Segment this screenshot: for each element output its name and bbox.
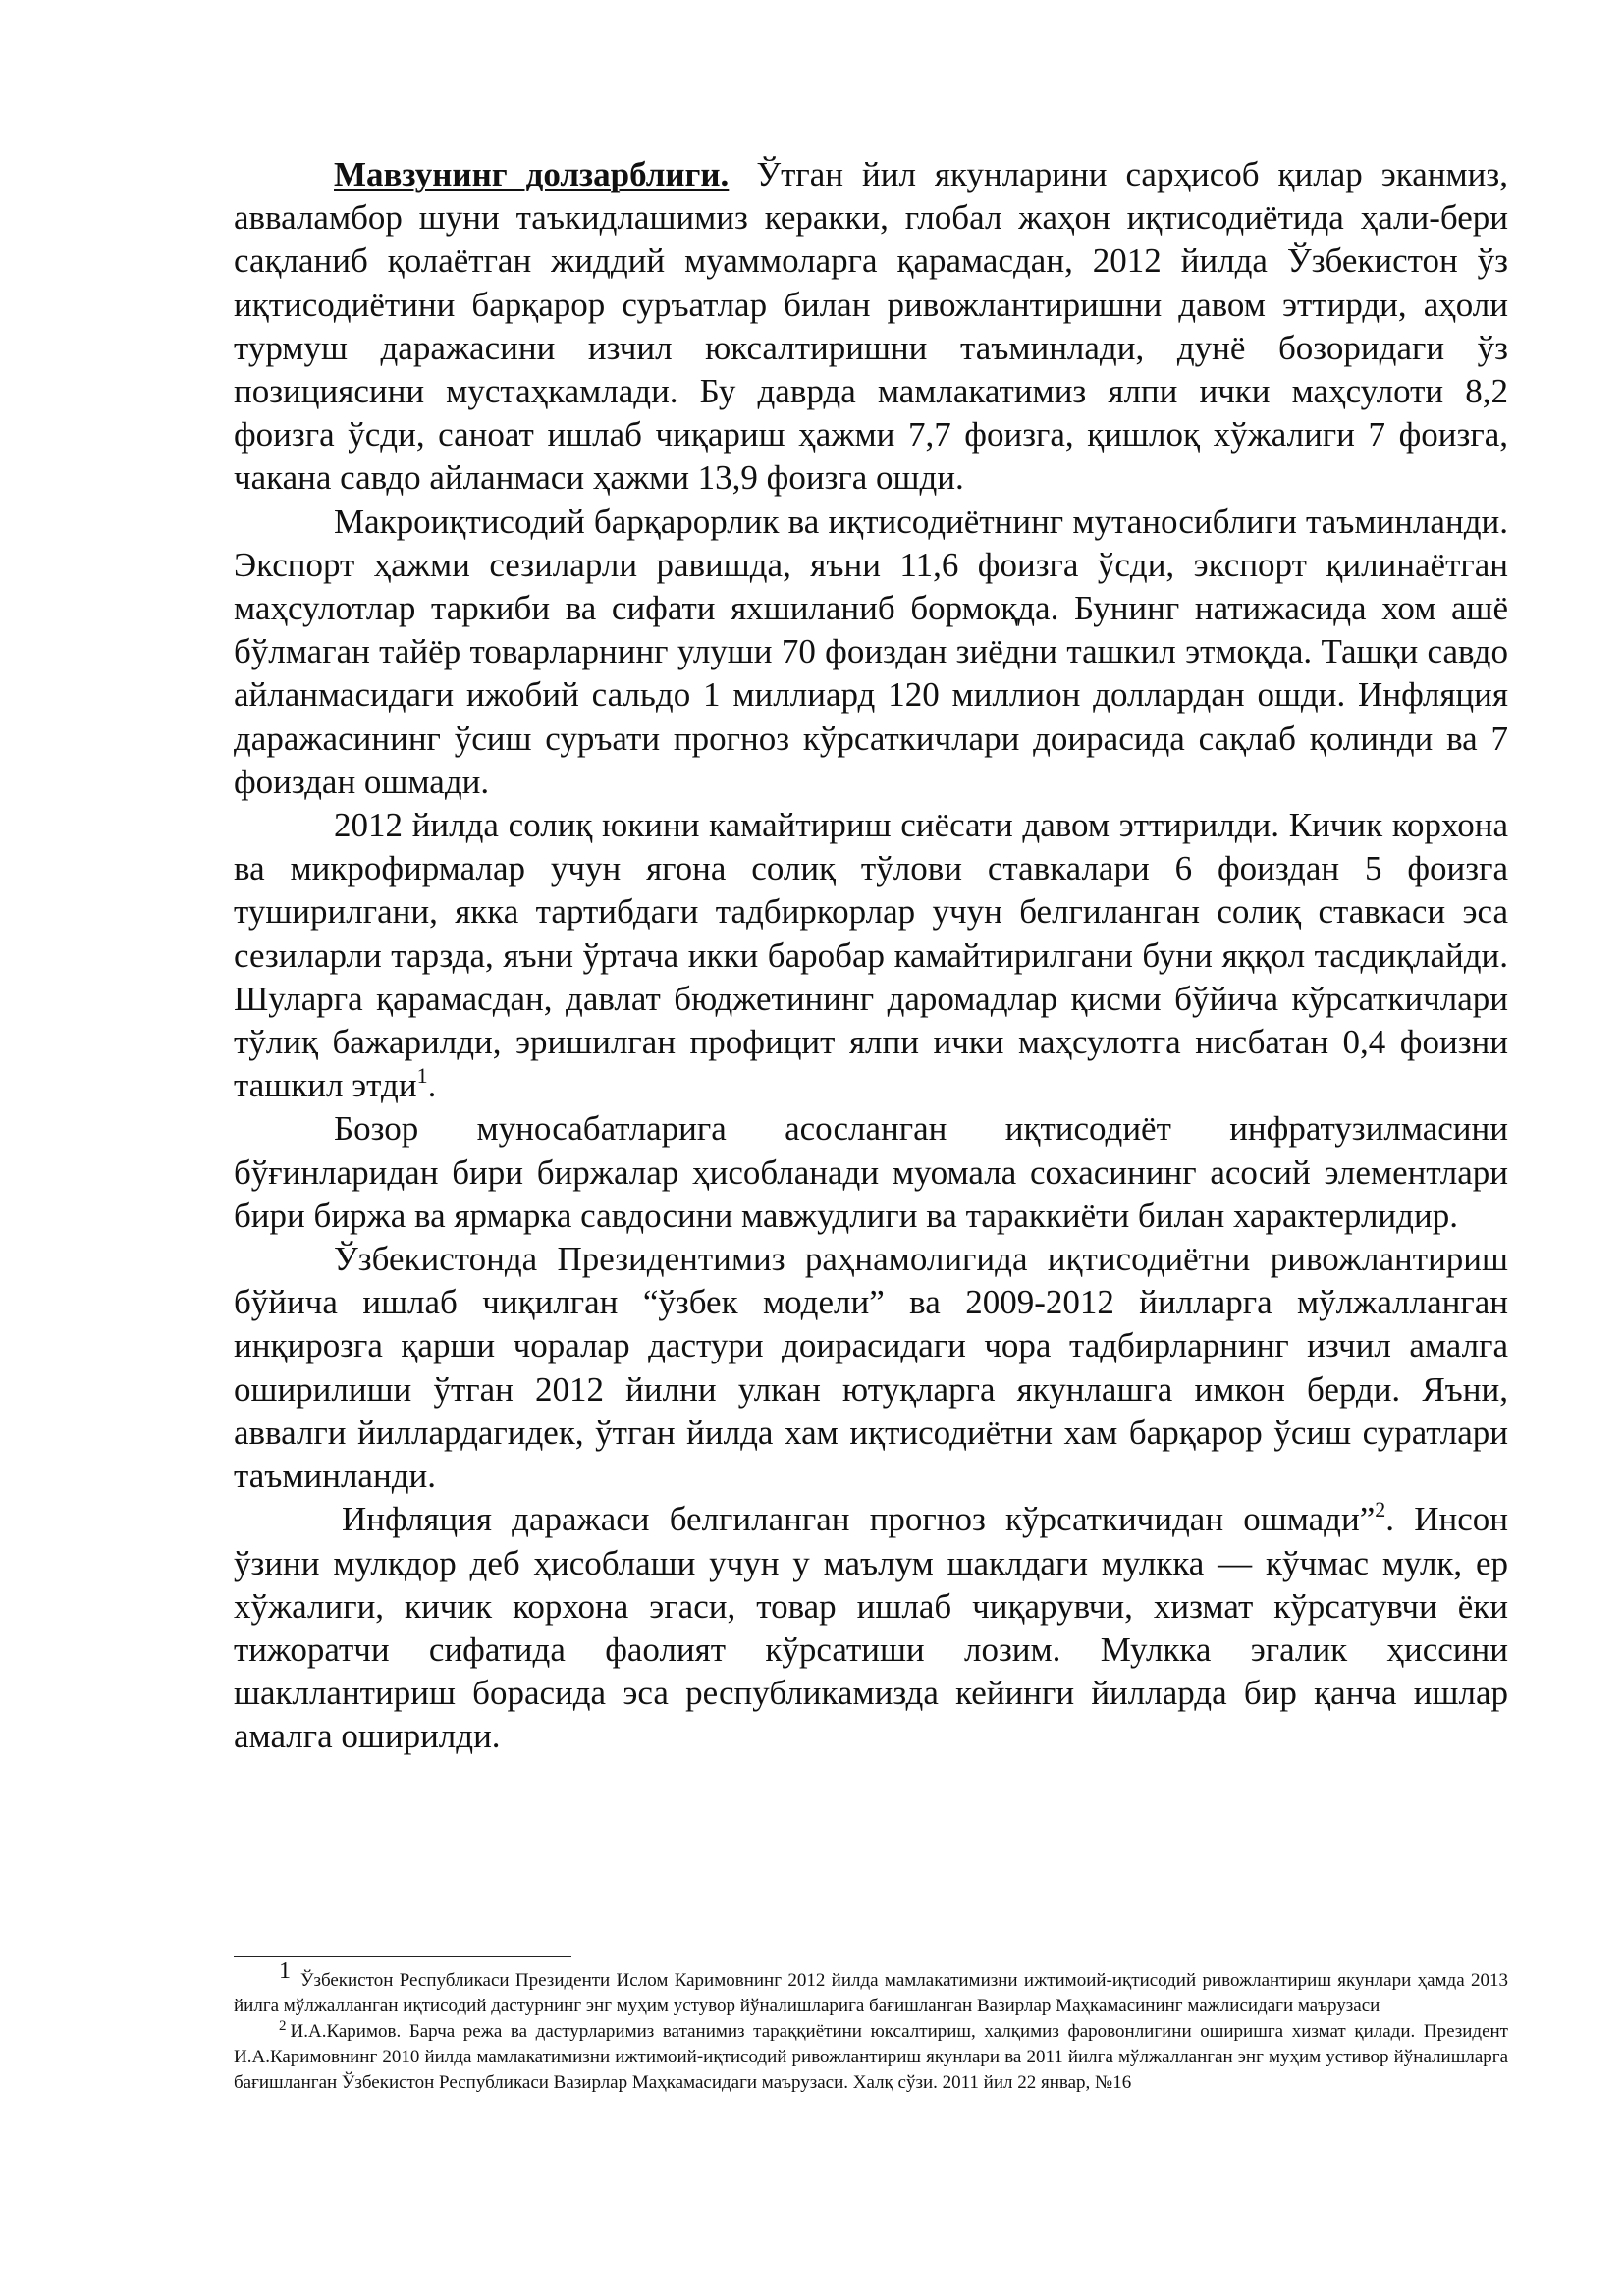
paragraph-2 bbox=[234, 501, 1508, 804]
paragraph-3-text: 2012 йилда солиқ юкини камайтириш сиёсати давом эттирилди. Кичик корхона ва микрофирмалар учун ягона солиқ тўлови ставкалари 6 фоиздан 5 фоизга туширилгани, якка тартибдаги тадбиркорлар учун белгиланган солиқ ставкаси эса сезиларли тарзда, яъни ўртача икки баробар камайтирилгани буни яққол тасдиқлайди. Шуларга қарамасдан, давлат бюджетининг даромадлар қисми бўйича кўрсаткичлари тўлиқ бажарилди, эришилган профицит ялпи ички маҳсулотга нисбатан 0,4 фоизни ташкил этди bbox=[234, 806, 1508, 1105]
section-heading: Мавзунинг долзарблиги. bbox=[334, 155, 730, 193]
paragraph-3-tail: . bbox=[427, 1066, 437, 1105]
paragraph-6 bbox=[234, 1498, 1508, 1758]
document-body bbox=[234, 153, 1508, 1759]
paragraph-5-text: Ўзбекистонда Президентимиз раҳнамолигида иқтисодиётни ривожлантириш бўйича ишлаб чиқилган “ўзбек модели” ва 2009-2012 йилларга мўлжалланган инқирозга қарши чоралар дастури доирасидаги чора тадбирларнинг изчил амалга оширилиши ўтган 2012 йилни улкан ютуқларга якунлашга имкон берди. Яъни, аввалги йиллардагидек, ўтган йилда хам иқтисодиётни хам барқарор ўсиш суратлари таъминланди. bbox=[234, 1240, 1508, 1496]
footnote-2-mark: 2 bbox=[279, 2018, 287, 2034]
footnote-ref-1[interactable]: 1 bbox=[416, 1063, 428, 1089]
paragraph-1 bbox=[234, 153, 1508, 501]
footnotes bbox=[234, 1958, 1508, 2096]
paragraph-6-tail: . Инсон ўзини мулкдор деб ҳисоблаши учун у маълум шаклдаги мулкка — кўчмас мулк, ер хўжалиги, кичик корхона эгаси, товар ишлаб чиқарувчи, хизмат кўрсатувчи ёки тижоратчи сифатида фаолият кўрсатиши лозим. Мулкка эгалик ҳиссини шакллантириш борасида эса республикамизда кейинги йилларда бир қанча ишлар амалга оширилди. bbox=[234, 1500, 1508, 1756]
footnote-2-text: И.А.Каримов. Барча режа ва дастурларимиз ватанимиз тараққиётини юксалтириш, халқимиз фаровонлигини оширишга хизмат қилади. Президент И.А.Каримовнинг 2010 йилда мамлакатимизни ижтимоий-иқтисодий ривожлантириш якунлари ва 2011 йилга мўлжалланган энг муҳим устивор йўналишларга бағишланган Ўзбекистон Республикаси Вазирлар Маҳкамасидаги маърузаси. Халқ сўзи. 2011 йил 22 январ, №16 bbox=[234, 2021, 1508, 2093]
footnote-separator bbox=[234, 1956, 571, 1957]
footnote-1 bbox=[234, 1958, 1508, 2019]
footnote-1-mark: 1 bbox=[279, 1958, 291, 1984]
footnote-1-text: Ўзбекистон Республикаси Президенти Ислом Каримовнинг 2012 йилда мамлакатимизни ижтимоий-иқтисодий ривожлантириш якунлари ҳамда 2013 йилга мўлжалланган иқтисодий дастурнинг энг муҳим устувор йўналишларига бағишланган Вазирлар Маҳкамасининг мажлисидаги маърузаси bbox=[234, 1970, 1508, 2016]
paragraph-2-text: Макроиқтисодий барқарорлик ва иқтисодиётнинг мутаносиблиги таъминланди. Экспорт ҳажми сезиларли равишда, яъни 11,6 фоизга ўсди, экспорт қилинаётган маҳсулотлар таркиби ва сифати яхшиланиб бормоқда. Бунинг натижасида хом ашё бўлмаган тайёр товарларнинг улуши 70 фоиздан зиёдни ташкил этмоқда. Ташқи савдо айланмасидаги ижобий сальдо 1 миллиард 120 миллион доллардан ошди. Инфляция даражасининг ўсиш суръати прогноз кўрсаткичлари доирасида сақлаб қолинди ва 7 фоиздан ошмади. bbox=[234, 502, 1508, 801]
paragraph-1-text: Ўтган йил якунларини сарҳисоб қилар эканмиз, авваламбор шуни таъкидлашимиз керакки, глобал жаҳон иқтисодиётида ҳали-бери сақланиб қолаётган жиддий муаммоларга қарамасдан, 2012 йилда Ўзбекистон ўз иқтисодиётини барқарор суръатлар билан ривожлантиришни давом эттирди, аҳоли турмуш даражасини изчил юксалтиришни таъминлади, дунё бозоридаги ўз позициясини мустаҳкамлади. Бу даврда мамлакатимиз ялпи ички маҳсулоти 8,2 фоизга ўсди, саноат ишлаб чиқариш ҳажми 7,7 фоизга, қишлоқ хўжалиги 7 фоизга, чакана савдо айланмаси ҳажми 13,9 фоизга ошди. bbox=[234, 155, 1508, 498]
footnote-2 bbox=[234, 2019, 1508, 2096]
footnote-ref-2[interactable]: 2 bbox=[1375, 1497, 1386, 1522]
paragraph-4 bbox=[234, 1107, 1508, 1238]
paragraph-6-text: Инфляция даражаси белгиланган прогноз кўрсаткичидан ошмади” bbox=[342, 1500, 1376, 1539]
paragraph-5 bbox=[234, 1238, 1508, 1498]
paragraph-4-text: Бозор муносабатларига асосланган иқтисодиёт инфратузилмасини бўғинларидан бири биржалар ҳисобланади муомала сохасининг асосий элементлари бири биржа ва ярмарка савдосини мавжудлиги ва тараккиёти билан характерлидир. bbox=[234, 1109, 1508, 1235]
paragraph-3 bbox=[234, 804, 1508, 1107]
